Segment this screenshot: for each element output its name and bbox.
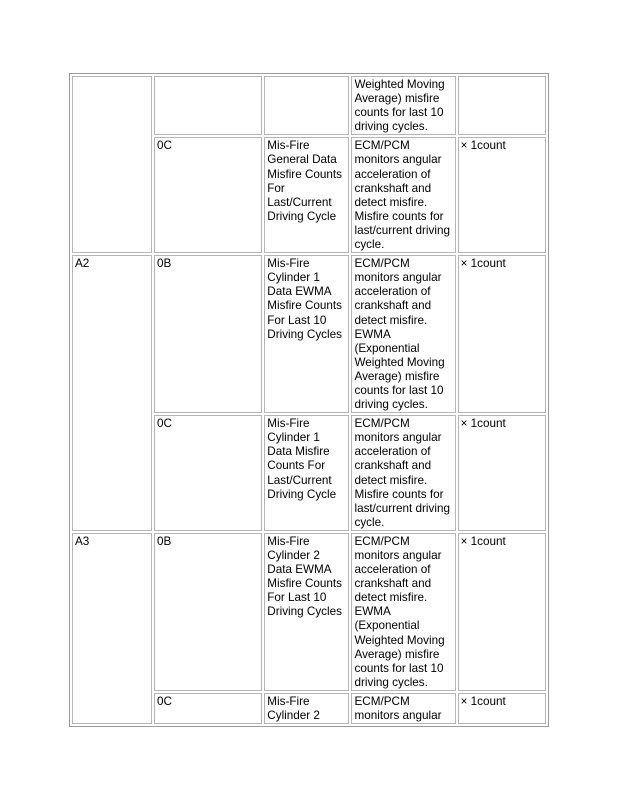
tid-cell: 0C xyxy=(154,137,262,253)
unit-cell: × 1count xyxy=(458,255,546,413)
description-cell: Mis-Fire General Data Misfire Counts For Last/Current Driving Cycle xyxy=(264,137,349,253)
tid-cell: 0C xyxy=(154,415,262,531)
pid-cell: A2 xyxy=(72,255,152,531)
explanation-cell: ECM/PCM monitors angular xyxy=(351,693,455,724)
unit-cell: × 1count xyxy=(458,415,546,531)
tid-cell: 0B xyxy=(154,533,262,691)
tid-cell xyxy=(154,76,262,135)
tid-cell: 0B xyxy=(154,255,262,413)
description-cell: Mis-Fire Cylinder 2 xyxy=(264,693,349,724)
unit-cell xyxy=(458,76,546,135)
misfire-data-table xyxy=(69,73,549,727)
description-cell: Mis-Fire Cylinder 1 Data EWMA Misfire Counts For Last 10 Driving Cycles xyxy=(264,255,349,413)
pid-cell: A3 xyxy=(72,533,152,724)
description-cell: Mis-Fire Cylinder 2 Data EWMA Misfire Counts For Last 10 Driving Cycles xyxy=(264,533,349,691)
description-cell xyxy=(264,76,349,135)
table-row xyxy=(72,76,546,135)
table-row xyxy=(72,533,546,691)
explanation-cell: ECM/PCM monitors angular acceleration of crankshaft and detect misfire. EWMA (Exponential Weighted Moving Average) misfire counts for last 10 driving cycles. xyxy=(351,255,455,413)
unit-cell: × 1count xyxy=(458,693,546,724)
pid-cell xyxy=(72,76,152,253)
table-row xyxy=(72,255,546,413)
explanation-cell: ECM/PCM monitors angular acceleration of crankshaft and detect misfire. EWMA (Exponential Weighted Moving Average) misfire counts for last 10 driving cycles. xyxy=(351,533,455,691)
unit-cell: × 1count xyxy=(458,137,546,253)
tid-cell: 0C xyxy=(154,693,262,724)
unit-cell: × 1count xyxy=(458,533,546,691)
explanation-cell: ECM/PCM monitors angular acceleration of crankshaft and detect misfire. Misfire counts for last/current driving cycle. xyxy=(351,137,455,253)
explanation-cell: Weighted Moving Average) misfire counts for last 10 driving cycles. xyxy=(351,76,455,135)
explanation-cell: ECM/PCM monitors angular acceleration of crankshaft and detect misfire. Misfire counts for last/current driving cycle. xyxy=(351,415,455,531)
description-cell: Mis-Fire Cylinder 1 Data Misfire Counts For Last/Current Driving Cycle xyxy=(264,415,349,531)
